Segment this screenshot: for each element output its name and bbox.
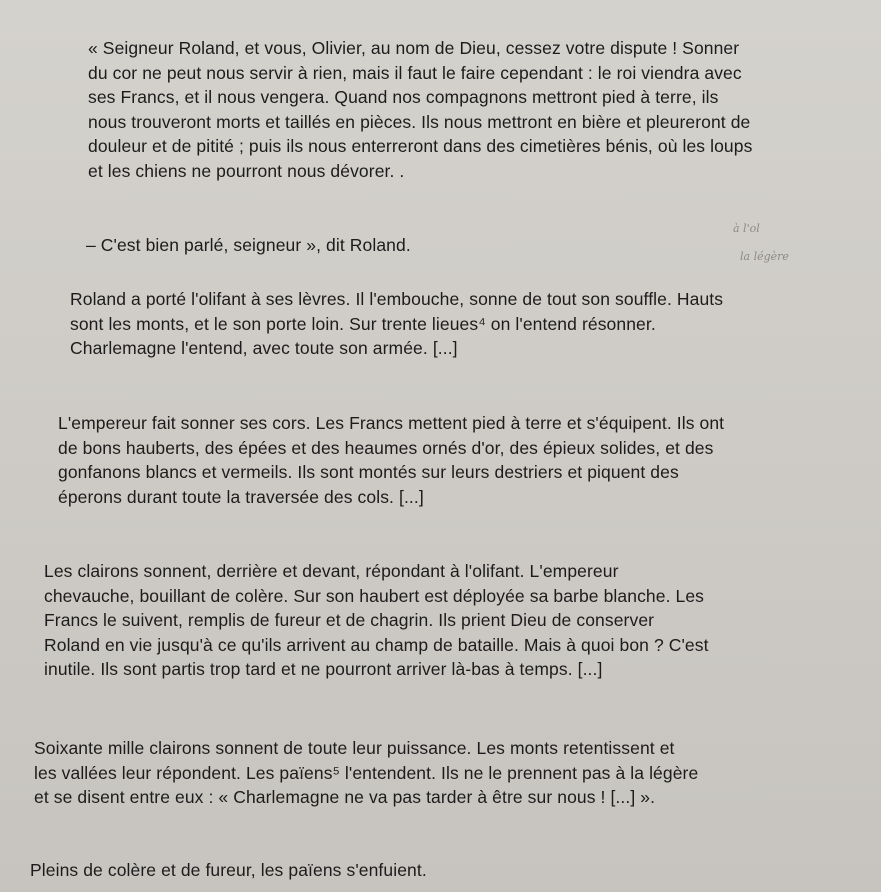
- paragraph-2: [86, 233, 411, 258]
- pencil-annotation: à l'ol: [733, 222, 760, 235]
- text-line: douleur et de pitité ; puis ils nous enterreront dans des cimetières bénis, où les loups: [88, 136, 753, 156]
- text-line: Roland en vie jusqu'à ce qu'ils arrivent au champ de bataille. Mais à quoi bon ? C'est: [44, 634, 709, 655]
- text-line: les vallées leur répondent. Les païens⁵ l'entendent. Ils ne le prennent pas à la légère: [34, 762, 699, 783]
- text-line: L'empereur fait sonner ses cors. Les Francs mettent pied à terre et s'équipent. Ils ont: [58, 413, 725, 433]
- paragraph-7: [30, 858, 427, 883]
- text-line: Pleins de colère et de fureur, les païens s'enfuient.: [30, 860, 427, 880]
- text-line: et se disent entre eux : « Charlemagne ne va pas tarder à être sur nous ! [...] ».: [34, 787, 656, 807]
- text-line: sont les monts, et le son porte loin. Sur trente lieues⁴ on l'entend résonner.: [70, 313, 656, 334]
- text-line: Les clairons sonnent, derrière et devant, répondant à l'olifant. L'empereur: [44, 561, 619, 581]
- text-line: ses Francs, et il nous vengera. Quand nos compagnons mettront pied à terre, ils: [88, 87, 719, 107]
- text-line: de bons hauberts, des épées et des heaumes ornés d'or, des épieux solides, et des: [58, 437, 714, 458]
- text-line: inutile. Ils sont partis trop tard et ne pourront arriver là-bas à temps. [...]: [44, 659, 603, 679]
- paragraph-3: [70, 287, 723, 361]
- paragraph-6: [34, 736, 698, 810]
- text-line: nous trouveront morts et taillés en pièces. Ils nous mettront en bière et pleureront de: [88, 111, 751, 132]
- text-line: Soixante mille clairons sonnent de toute leur puissance. Les monts retentissent et: [34, 738, 675, 758]
- paragraph-4: [58, 411, 724, 509]
- text-line: « Seigneur Roland, et vous, Olivier, au nom de Dieu, cessez votre dispute ! Sonner: [88, 38, 740, 58]
- paragraph-5: [44, 559, 709, 682]
- text-line: et les chiens ne pourront nous dévorer. .: [88, 160, 405, 181]
- pencil-annotation: la légère: [740, 250, 789, 263]
- text-line: Charlemagne l'entend, avec toute son armée. [...]: [70, 338, 458, 358]
- text-line: chevauche, bouillant de colère. Sur son haubert est déployée sa barbe blanche. Les: [44, 585, 705, 606]
- text-line: Francs le suivent, remplis de fureur et de chagrin. Ils prient Dieu de conserver: [44, 610, 655, 630]
- text-line: Roland a porté l'olifant à ses lèvres. Il l'embouche, sonne de tout son souffle. Hauts: [70, 289, 724, 309]
- paragraph-1: [88, 36, 752, 183]
- text-line: éperons durant toute la traversée des cols. [...]: [58, 486, 424, 507]
- text-line: du cor ne peut nous servir à rien, mais il faut le faire cependant : le roi viendra avec: [88, 62, 742, 83]
- text-line: – C'est bien parlé, seigneur », dit Roland.: [86, 235, 411, 255]
- text-line: gonfanons blancs et vermeils. Ils sont montés sur leurs destriers et piquent des: [58, 462, 679, 482]
